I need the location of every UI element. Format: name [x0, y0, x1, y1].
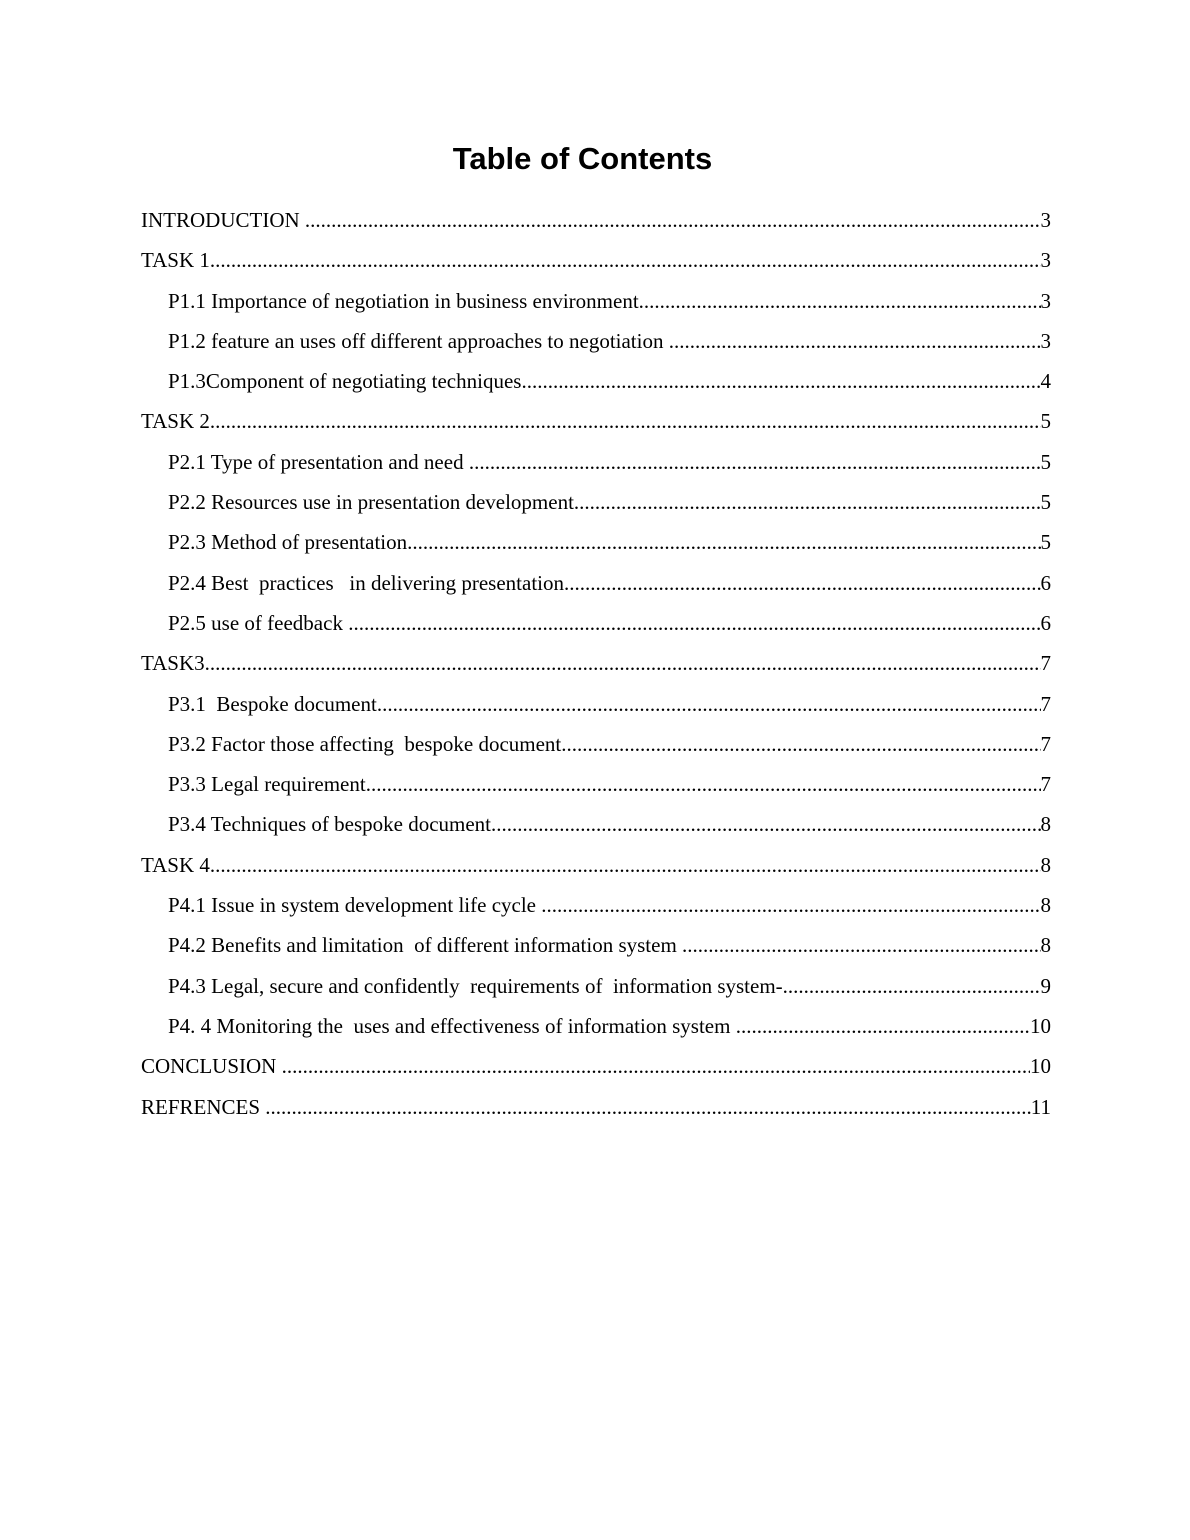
- toc-page-number: 7: [1040, 731, 1051, 756]
- toc-page-number: 11: [1030, 1094, 1051, 1119]
- toc-entry[interactable]: [141, 563, 1051, 603]
- toc-entry[interactable]: [141, 845, 1051, 885]
- toc-entry[interactable]: [141, 804, 1051, 844]
- toc-dot-leader: [469, 442, 1041, 482]
- toc-entry[interactable]: [141, 724, 1051, 764]
- toc-page-number: 7: [1040, 691, 1051, 716]
- toc-entry[interactable]: [141, 925, 1051, 965]
- toc-page-number: 3: [1040, 208, 1051, 232]
- toc-entry[interactable]: [141, 1046, 1051, 1086]
- toc-entry-text: P3.4 Techniques of bespoke document: [168, 812, 491, 837]
- toc-entry-text: REFRENCES: [141, 1094, 266, 1119]
- toc-page-number: 10: [1030, 1054, 1051, 1079]
- toc-entry[interactable]: [141, 361, 1051, 401]
- toc-entry[interactable]: [141, 401, 1051, 441]
- toc-dot-leader: [736, 1006, 1030, 1046]
- toc-entry-text: P4. 4 Monitoring the uses and effectiveness of information system: [168, 1013, 736, 1038]
- table-of-contents: [141, 200, 1051, 1127]
- toc-page-number: 3: [1040, 288, 1051, 313]
- toc-page-number: 10: [1030, 1013, 1051, 1038]
- toc-entry-text: P2.2 Resources use in presentation development: [168, 490, 574, 515]
- toc-dot-leader: [639, 281, 1041, 321]
- toc-dot-leader: [682, 925, 1040, 965]
- toc-dot-leader: [541, 885, 1040, 925]
- toc-page-number: 8: [1040, 812, 1051, 837]
- toc-dot-leader: [305, 200, 1041, 240]
- toc-page-number: 8: [1040, 933, 1051, 958]
- toc-dot-leader: [205, 643, 1041, 683]
- toc-entry-text: TASK 4: [141, 852, 210, 877]
- toc-page-number: 6: [1040, 610, 1051, 635]
- toc-entry-text: CONCLUSION: [141, 1054, 282, 1079]
- toc-entry[interactable]: [141, 482, 1051, 522]
- toc-dot-leader: [366, 764, 1041, 804]
- toc-entry-text: P4.2 Benefits and limitation of different information system: [168, 933, 683, 958]
- toc-entry-text: TASK3: [141, 651, 205, 676]
- toc-page-number: 7: [1040, 651, 1051, 676]
- toc-entry-text: P2.3 Method of presentation: [168, 530, 408, 555]
- toc-dot-leader: [491, 804, 1041, 844]
- toc-page-number: 8: [1040, 893, 1051, 918]
- toc-dot-leader: [282, 1046, 1030, 1086]
- toc-page-number: 9: [1040, 973, 1051, 998]
- toc-entry-text: P3.3 Legal requirement: [168, 772, 366, 797]
- toc-dot-leader: [377, 684, 1041, 724]
- toc-dot-leader: [210, 401, 1041, 441]
- toc-dot-leader: [574, 482, 1041, 522]
- toc-page-number: 5: [1040, 449, 1051, 474]
- toc-page-number: 6: [1040, 570, 1051, 595]
- toc-page-number: 5: [1040, 530, 1051, 555]
- toc-entry-text: P4.3 Legal, secure and confidently requirements of information system-: [168, 973, 783, 998]
- toc-entry[interactable]: [141, 966, 1051, 1006]
- toc-page-number: 5: [1040, 490, 1051, 515]
- toc-entry-text: P2.5 use of feedback: [168, 610, 349, 635]
- toc-dot-leader: [521, 361, 1040, 401]
- toc-entry[interactable]: [141, 321, 1051, 361]
- toc-entry-text: TASK 1: [141, 248, 210, 273]
- toc-dot-leader: [210, 845, 1041, 885]
- toc-page-number: 3: [1040, 328, 1051, 353]
- toc-entry[interactable]: [141, 1006, 1051, 1046]
- toc-entry-text: P3.2 Factor those affecting bespoke document: [168, 731, 562, 756]
- toc-entry-text: TASK 2: [141, 409, 210, 434]
- toc-page-number: 4: [1040, 369, 1051, 394]
- toc-entry-text: P2.1 Type of presentation and need: [168, 449, 469, 474]
- toc-page-number: 8: [1040, 852, 1051, 877]
- toc-entry[interactable]: [141, 764, 1051, 804]
- toc-dot-leader: [669, 321, 1041, 361]
- toc-entry[interactable]: [141, 240, 1051, 280]
- page-title: Table of Contents: [452, 141, 713, 176]
- toc-dot-leader: [210, 240, 1041, 280]
- toc-page-number: 7: [1040, 772, 1051, 797]
- toc-dot-leader: [407, 522, 1040, 562]
- toc-entry[interactable]: [141, 885, 1051, 925]
- toc-entry[interactable]: [141, 603, 1051, 643]
- toc-entry-text: P3.1 Bespoke document: [168, 691, 377, 716]
- toc-entry-text: P1.3Component of negotiating techniques: [168, 369, 522, 394]
- toc-dot-leader: [561, 724, 1040, 764]
- toc-page-number: 5: [1040, 409, 1051, 434]
- toc-entry[interactable]: [141, 200, 1051, 240]
- toc-entry[interactable]: [141, 643, 1051, 683]
- toc-entry[interactable]: [141, 281, 1051, 321]
- toc-entry-text: INTRODUCTION: [141, 208, 305, 232]
- toc-entry[interactable]: [141, 1087, 1051, 1127]
- toc-dot-leader: [265, 1087, 1030, 1127]
- toc-entry-text: P2.4 Best practices in delivering presentation: [168, 570, 564, 595]
- toc-entry-text: P4.1 Issue in system development life cycle: [168, 893, 542, 918]
- toc-entry-text: P1.2 feature an uses off different approaches to negotiation: [168, 328, 669, 353]
- toc-dot-leader: [783, 966, 1041, 1006]
- toc-dot-leader: [564, 563, 1041, 603]
- toc-dot-leader: [348, 603, 1040, 643]
- toc-entry[interactable]: [141, 442, 1051, 482]
- toc-entry[interactable]: [141, 522, 1051, 562]
- toc-entry-text: P1.1 Importance of negotiation in business environment: [168, 288, 639, 313]
- toc-entry[interactable]: [141, 684, 1051, 724]
- toc-page-number: 3: [1040, 248, 1051, 273]
